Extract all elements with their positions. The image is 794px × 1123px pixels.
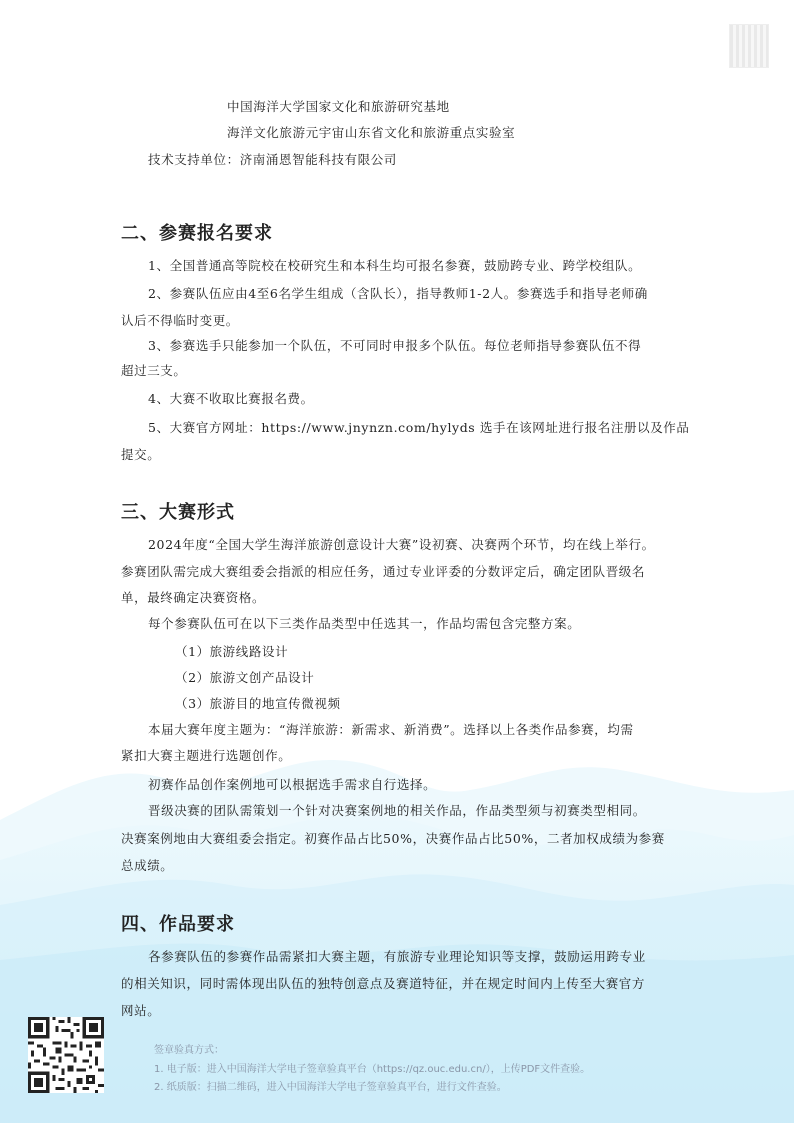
s3-para5-line-1: 晋级决赛的团队需策划一个针对决赛案例地的相关作品，作品类型须与初赛类型相同。 bbox=[148, 803, 646, 818]
item-text: 旅游线路设计 bbox=[209, 644, 289, 659]
item-text: 旅游目的地宣传微视频 bbox=[209, 696, 341, 711]
s3-para3-line-2: 紧扣大赛主题进行选题创作。 bbox=[121, 748, 292, 763]
work-type-item bbox=[175, 642, 288, 660]
s2-line-7: 5、大赛官方网址：https://www.jnynzn.com/hylyds 选手在该网址进行报名注册以及作品 bbox=[148, 420, 690, 435]
header-line-2: 海洋文化旅游元宇宙山东省文化和旅游重点实验室 bbox=[227, 125, 516, 140]
s4-line-2: 的相关知识，同时需体现出队伍的独特创意点及赛道特征，并在规定时间内上传至大赛官方 bbox=[121, 976, 646, 991]
tech-support-line: 技术支持单位：济南涌恩智能科技有限公司 bbox=[148, 152, 397, 167]
s3-para1-line-1: 2024年度“全国大学生海洋旅游创意设计大赛”设初赛、决赛两个环节，均在线上举行。 bbox=[148, 537, 655, 552]
item-number: （3） bbox=[175, 696, 210, 711]
s2-line-4: 3、参赛选手只能参加一个队伍，不可同时申报多个队伍。每位老师指导参赛队伍不得 bbox=[148, 338, 642, 353]
s2-line-1: 1、全国普通高等院校在校研究生和本科生均可报名参赛，鼓励跨专业、跨学校组队。 bbox=[148, 258, 642, 273]
verify-line-1: 1. 电子版：进入中国海洋大学电子签章验真平台（https://qz.ouc.edu.cn/），上传PDF文件查验。 bbox=[154, 1064, 591, 1075]
item-text: 旅游文创产品设计 bbox=[209, 670, 315, 685]
verification-qr-code[interactable] bbox=[28, 1017, 104, 1093]
section-3-title: 三、大赛形式 bbox=[121, 502, 235, 523]
s3-para5-line-3: 总成绩。 bbox=[121, 858, 174, 873]
work-type-item bbox=[175, 694, 341, 712]
s2-line-2: 2、参赛队伍应由4至6名学生组成（含队长），指导教师1-2人。参赛选手和指导老师确 bbox=[148, 286, 648, 301]
header-line-1: 中国海洋大学国家文化和旅游研究基地 bbox=[227, 99, 450, 114]
s3-para1-line-2: 参赛团队需完成大赛组委会指派的相应任务，通过专业评委的分数评定后，确定团队晋级名 bbox=[121, 564, 646, 579]
s4-line-1: 各参赛队伍的参赛作品需紧扣大赛主题，有旅游专业理论知识等支撑，鼓励运用跨专业 bbox=[148, 949, 646, 964]
s3-para2: 每个参赛队伍可在以下三类作品类型中任选其一，作品均需包含完整方案。 bbox=[148, 616, 581, 631]
s3-para5-line-2: 决赛案例地由大赛组委会指定。初赛作品占比50%，决赛作品占比50%，二者加权成绩为参赛 bbox=[121, 831, 665, 846]
s3-para3-line-1: 本届大赛年度主题为：“海洋旅游：新需求、新消费”。选择以上各类作品参赛，均需 bbox=[148, 722, 634, 737]
section-4-title: 四、作品要求 bbox=[121, 914, 235, 935]
s2-line-8: 提交。 bbox=[121, 447, 161, 462]
seal-stamp bbox=[729, 24, 769, 68]
s2-line-6: 4、大赛不收取比赛报名费。 bbox=[148, 391, 314, 406]
s2-line-5: 超过三支。 bbox=[121, 363, 187, 378]
s3-para1-line-3: 单，最终确定决赛资格。 bbox=[121, 590, 266, 605]
verify-title: 签章验真方式： bbox=[154, 1045, 224, 1056]
s4-line-3: 网站。 bbox=[121, 1003, 161, 1018]
work-type-item bbox=[175, 668, 314, 686]
section-2-title: 二、参赛报名要求 bbox=[121, 223, 273, 244]
item-number: （2） bbox=[175, 670, 210, 685]
item-number: （1） bbox=[175, 644, 210, 659]
s2-line-3: 认后不得临时变更。 bbox=[121, 313, 239, 328]
s3-para4: 初赛作品创作案例地可以根据选手需求自行选择。 bbox=[148, 777, 437, 792]
verify-line-2: 2. 纸质版：扫描二维码，进入中国海洋大学电子签章验真平台，进行文件查验。 bbox=[154, 1082, 507, 1093]
